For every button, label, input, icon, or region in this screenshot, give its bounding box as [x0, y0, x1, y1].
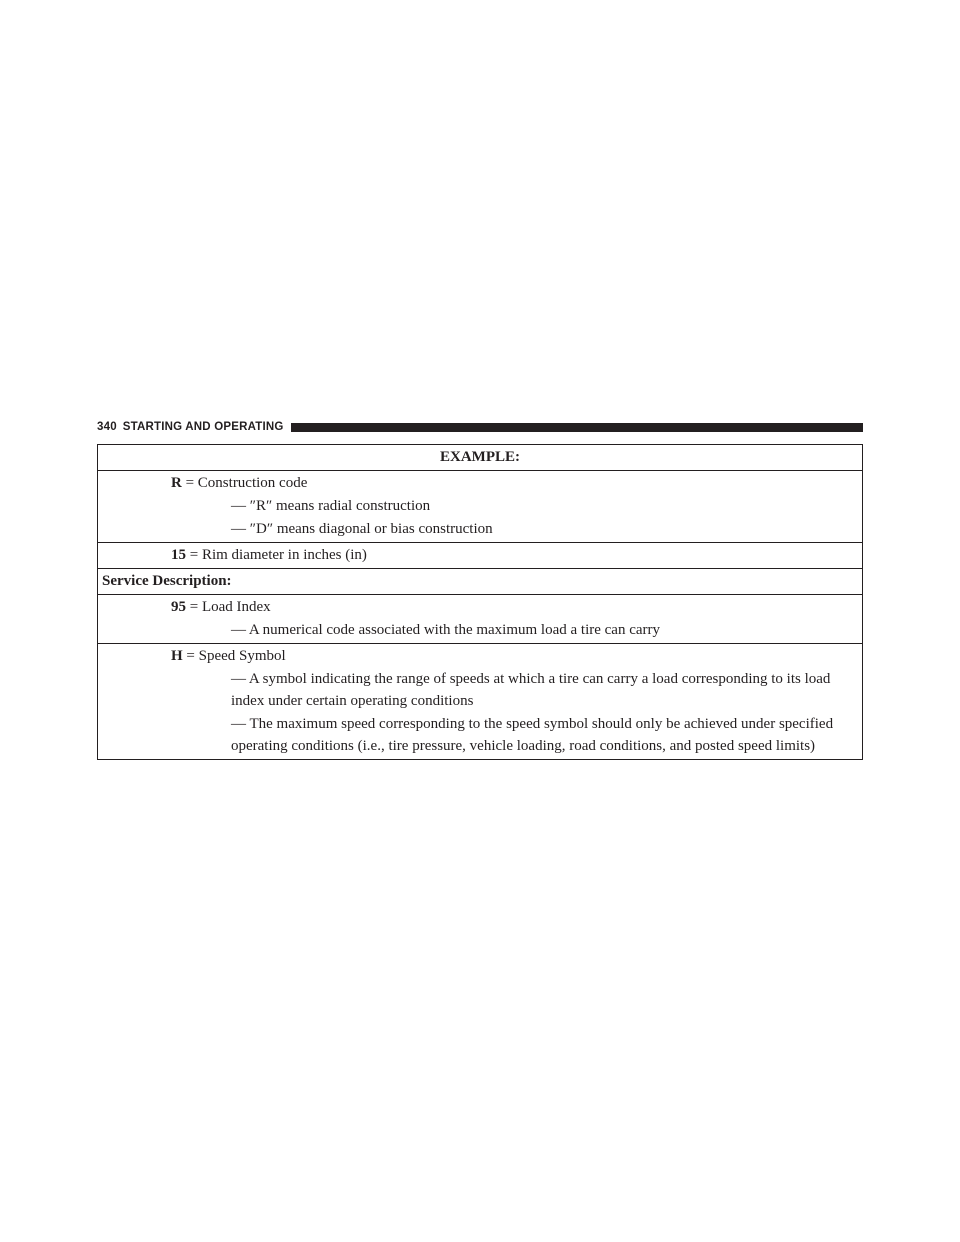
page-number: 340 [97, 421, 117, 433]
term-detail: — A numerical code associated with the maximum load a tire can carry [231, 622, 661, 638]
term-code: 95 [171, 599, 186, 615]
term-detail: — The maximum speed corresponding to the speed symbol should only be achieved under specified operating conditions (i.e., tire pressure, vehicle loading, road conditions, and posted speed limits) [231, 716, 834, 754]
term-detail: — ″R″ means radial construction [231, 498, 431, 514]
term-line [98, 596, 862, 618]
term-line [98, 645, 862, 667]
section-title: STARTING AND OPERATING [122, 421, 284, 433]
table-row-construction-code [98, 471, 862, 543]
term-definition: = Speed Symbol [186, 648, 286, 664]
table-heading: EXAMPLE: [98, 445, 862, 471]
header-rule [291, 423, 863, 432]
table-row-load-index [98, 595, 862, 644]
term-code: 15 [171, 547, 186, 563]
term-definition: = Rim diameter in inches (in) [189, 547, 367, 563]
page-header [97, 420, 863, 434]
term-definition: = Load Index [189, 599, 271, 615]
term-code: R [171, 475, 182, 491]
table-row-speed-symbol [98, 644, 862, 759]
tire-code-table [97, 444, 863, 760]
term-detail: — A symbol indicating the range of speeds at which a tire can carry a load corresponding to its load index under certain operating conditions [231, 671, 831, 709]
term-code: H [171, 648, 183, 664]
table-row-rim-diameter [98, 543, 862, 569]
term-line [98, 472, 862, 494]
term-detail: — ″D″ means diagonal or bias construction [231, 521, 493, 537]
service-description-label: Service Description: [98, 569, 862, 595]
term-line [98, 544, 862, 566]
term-definition: = Construction code [185, 475, 308, 491]
